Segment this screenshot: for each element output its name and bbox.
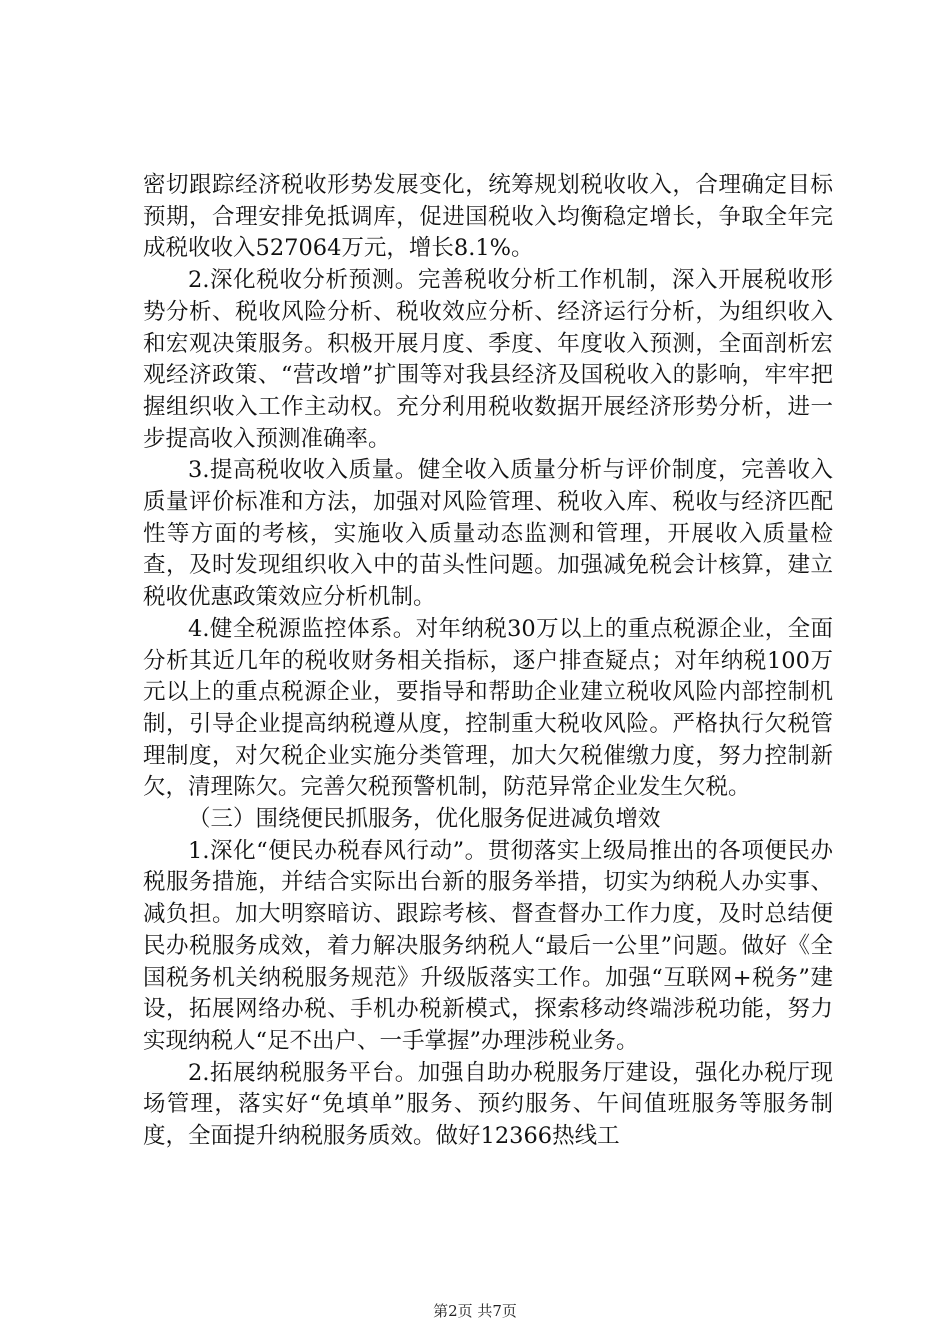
- section-heading-service: （三）围绕便民抓服务，优化服务促进减负增效: [188, 806, 661, 833]
- paragraph-service-platform: 2.拓展纳税服务平台。加强自助办税服务厅建设，强化办税厅现场管理，落实好“免填单”服务、预约服务、午间值班服务等服务制度，全面提升纳税服务质效。做好12366热线工: [143, 1059, 833, 1150]
- paragraph-tax-source-monitoring: 4.健全税源监控体系。对年纳税30万以上的重点税源企业，全面分析其近几年的税收财务相关指标，逐户排查疑点；对年纳税100万元以上的重点税源企业，要指导和帮助企业建立税收风险内部控制机制，引导企业提高纳税遵从度，控制重大税收风险。严格执行欠税管理制度，对欠税企业实施分类管理，加大欠税催缴力度，努力控制新欠，清理陈欠。完善欠税预警机制，防范异常企业发生欠税。: [143, 615, 833, 801]
- paragraph-tax-analysis: 2.深化税收分析预测。完善税收分析工作机制，深入开展税收形势分析、税收风险分析、税收效应分析、经济运行分析，为组织收入和宏观决策服务。积极开展月度、季度、年度收入预测，全面剖析宏观经济政策、“营改增”扩围等对我县经济及国税收入的影响，牢牢把握组织收入工作主动权。充分利用税收数据开展经济形势分析，进一步提高收入预测准确率。: [143, 267, 833, 452]
- paragraph-convenience-action: 1.深化“便民办税春风行动”。贯彻落实上级局推出的各项便民办税服务措施，并结合实际出台新的服务举措，切实为纳税人办实事、减负担。加大明察暗访、跟踪考核、督查督办工作力度，及时总结便民办税服务成效，着力解决服务纳税人“最后一公里”问题。做好《全国税务机关纳税服务规范》升级版落实工作。加强“互联网+税务”建设，拓展网络办税、手机办税新模式，探索移动终端涉税功能，努力实现纳税人“足不出户、一手掌握”办理涉税业务。: [143, 837, 833, 1054]
- document-body: [143, 170, 833, 1153]
- paragraph-revenue-quality: 3.提高税收收入质量。健全收入质量分析与评价制度，完善收入质量评价标准和方法，加强对风险管理、税收入库、税收与经济匹配性等方面的考核，实施收入质量动态监测和管理，开展收入质量检查，及时发现组织收入中的苗头性问题。加强减免税会计核算，建立税收优惠政策效应分析机制。: [143, 457, 833, 611]
- paragraph-revenue-target: 密切跟踪经济税收形势发展变化，统筹规划税收收入，合理确定目标预期，合理安排免抵调库，促进国税收入均衡稳定增长，争取全年完成税收收入527064万元，增长8.1%。: [143, 172, 833, 262]
- page-number-footer: 第2页 共7页: [433, 1302, 517, 1320]
